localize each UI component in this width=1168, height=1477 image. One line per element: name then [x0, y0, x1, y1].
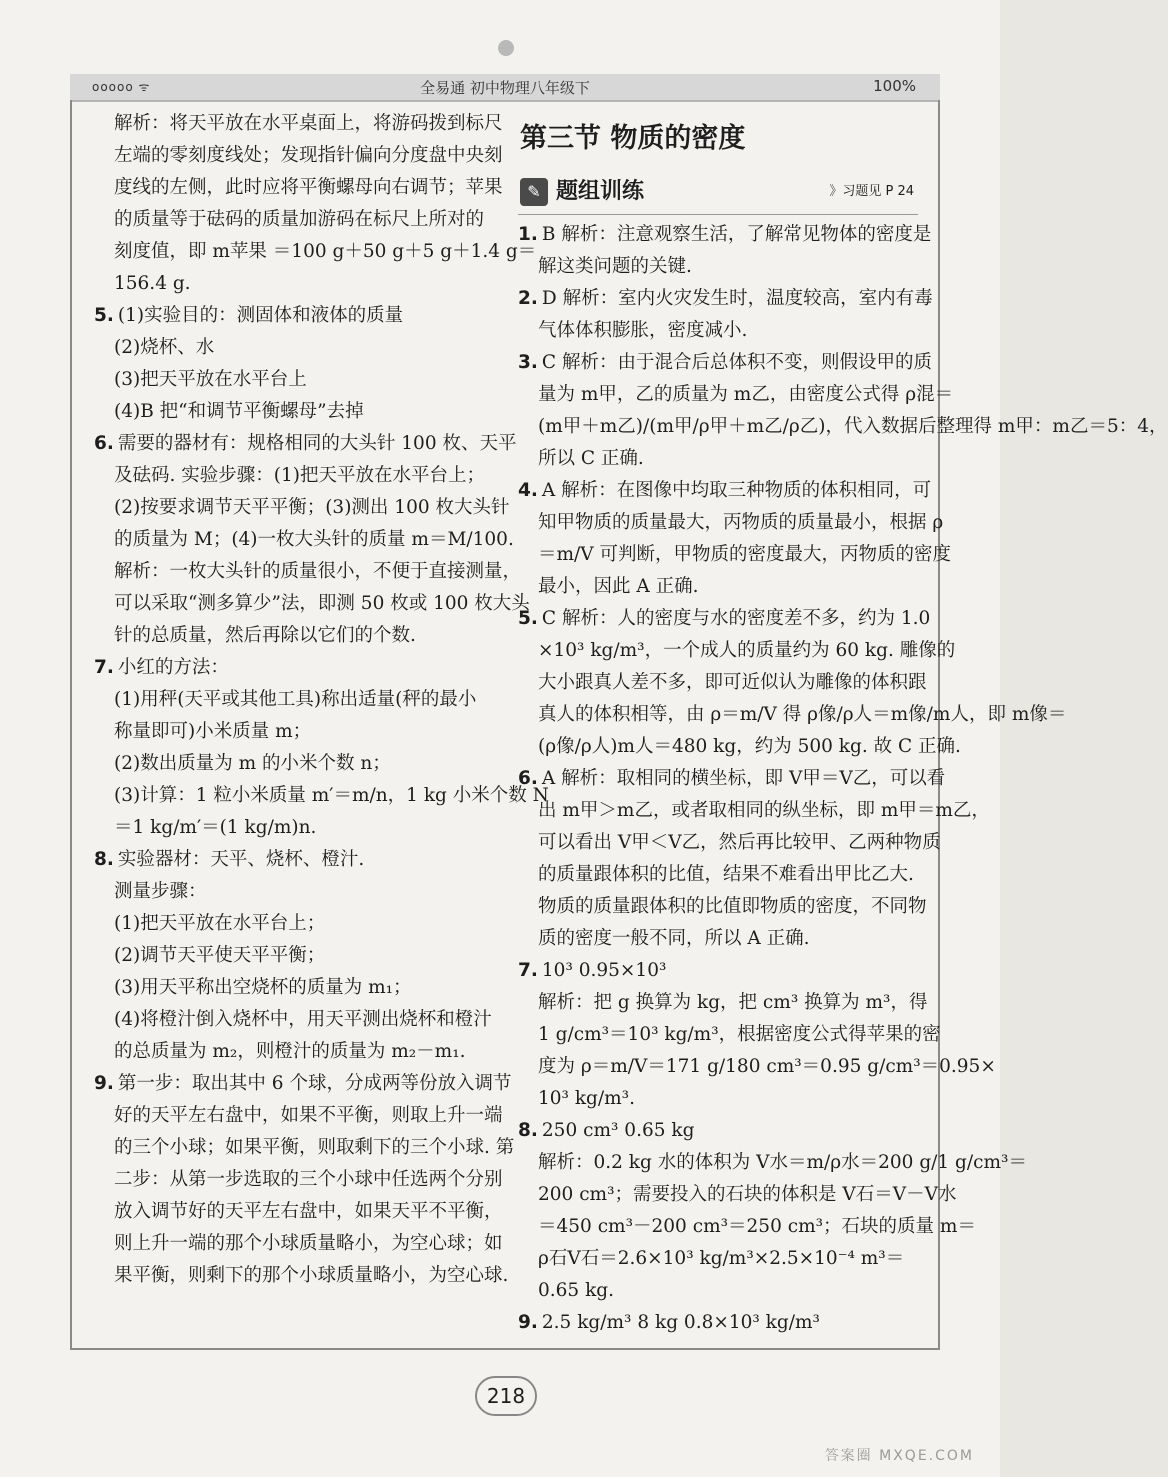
line-text: 最小，因此 A 正确.	[538, 576, 699, 597]
question-number: 7.	[518, 960, 538, 981]
line-text: 需要的器材有：规格相同的大头针 100 枚、天平	[117, 433, 517, 454]
line-text: ＝m/V 可判断，甲物质的密度最大，丙物质的密度	[538, 544, 952, 565]
line-text: 度为 ρ＝m/V＝171 g/180 cm³＝0.95 g/cm³＝0.95×	[538, 1056, 996, 1077]
question-number: 6.	[94, 433, 114, 454]
line-text: (2)烧杯、水	[114, 337, 215, 358]
text-line	[94, 1004, 494, 1036]
line-text: 2.5 kg/m³ 8 kg 0.8×10³ kg/m³	[541, 1312, 820, 1333]
line-text: (3)计算：1 粒小米质量 m′＝m/n，1 kg 小米个数 N	[114, 785, 549, 806]
text-line	[94, 748, 494, 780]
question-number: 8.	[518, 1120, 538, 1141]
text-line	[518, 923, 918, 955]
line-text: 1 g/cm³＝10³ kg/m³，根据密度公式得苹果的密	[538, 1024, 941, 1045]
line-text: (2)按要求调节天平平衡；(3)测出 100 枚大头针	[114, 497, 510, 518]
text-line	[518, 1051, 996, 1083]
text-line	[94, 812, 494, 844]
text-line	[518, 955, 918, 987]
text-line	[94, 172, 503, 204]
line-text: 二步：从第一步选取的三个小球中任选两个分别	[114, 1169, 503, 1190]
question-number: 2.	[518, 288, 538, 309]
line-text: 的三个小球；如果平衡，则取剩下的三个小球. 第	[114, 1137, 515, 1158]
line-text: 10³ kg/m³.	[538, 1088, 635, 1109]
line-text: 质的密度一般不同，所以 A 正确.	[538, 928, 810, 949]
text-line	[94, 140, 503, 172]
line-text: 的质量等于砝码的质量加游码在标尺上所对的	[114, 209, 485, 230]
line-text: (ρ像/ρ人)m人＝480 kg，约为 500 kg. 故 C 正确.	[538, 736, 961, 757]
question-number: 1.	[518, 224, 538, 245]
question-number: 5.	[94, 305, 114, 326]
training-header	[518, 174, 918, 215]
line-text: (2)调节天平使天平平衡；	[114, 945, 326, 966]
answer-list	[518, 219, 1168, 1339]
line-text: 解析：一枚大头针的质量很小，不便于直接测量，	[114, 561, 522, 582]
line-text: 实验器材：天平、烧杯、橙汁.	[117, 849, 365, 870]
line-text: (1)把天平放在水平台上；	[114, 913, 326, 934]
text-line	[518, 1211, 976, 1243]
text-line	[94, 300, 494, 332]
line-text: (4)将橙汁倒入烧杯中，用天平测出烧杯和橙汁	[114, 1009, 492, 1030]
text-line	[518, 251, 918, 283]
line-text: 好的天平左右盘中，如果不平衡，则取上升一端	[114, 1105, 503, 1126]
line-text: 小红的方法：	[117, 657, 229, 678]
text-line	[94, 940, 494, 972]
text-line	[94, 428, 517, 460]
text-line	[518, 507, 944, 539]
text-line	[94, 972, 494, 1004]
line-text: 及砝码. 实验步骤：(1)把天平放在水平台上；	[114, 465, 485, 486]
line-text: 可以采取“测多算少”法，即测 50 枚或 100 枚大头	[114, 593, 530, 614]
text-line	[94, 1132, 515, 1164]
line-text: B 解析：注意观察生活，了解常见物体的密度是	[541, 224, 932, 245]
line-text: ＝450 cm³－200 cm³＝250 cm³；石块的质量 m＝	[538, 1216, 976, 1237]
line-text: (m甲＋m乙)/(m甲/ρ甲＋m乙/ρ乙)，代入数据后整理得 m甲：m乙＝5：4，	[538, 416, 1168, 437]
question-number: 5.	[518, 608, 538, 629]
section-title: 第三节 物质的密度	[520, 123, 746, 154]
text-line	[518, 1019, 941, 1051]
line-text: (1)用秤(天平或其他工具)称出适量(秤的最小	[114, 689, 477, 710]
left-column	[94, 108, 549, 1292]
line-text: 10³ 0.95×10³	[541, 960, 667, 981]
line-text: D 解析：室内火灾发生时，温度较高，室内有毒	[541, 288, 933, 309]
text-line	[518, 699, 1067, 731]
text-line	[94, 1260, 509, 1292]
line-text: 量为 m甲，乙的质量为 m乙，由密度公式得 ρ混＝	[538, 384, 954, 405]
text-line	[518, 1307, 918, 1339]
header-bar	[70, 74, 940, 102]
text-line	[94, 332, 494, 364]
text-line	[518, 603, 931, 635]
question-number: 7.	[94, 657, 114, 678]
line-text: 的质量为 M；(4)一枚大头针的质量 m＝M/100.	[114, 529, 514, 550]
signal-icon: ooooo ᯤ	[92, 80, 151, 94]
question-number: 4.	[518, 480, 538, 501]
text-line	[94, 108, 503, 140]
line-text: 解析：将天平放在水平桌面上，将游码拨到标尺	[114, 113, 503, 134]
line-text: 出 m甲＞m乙，或者取相同的纵坐标，即 m甲＝m乙，	[538, 800, 990, 821]
question-number: 9.	[518, 1312, 538, 1333]
text-line	[518, 283, 933, 315]
text-line	[518, 859, 918, 891]
pencil-icon: ✎	[520, 178, 548, 206]
text-line	[94, 364, 494, 396]
line-text: 0.65 kg.	[538, 1280, 615, 1301]
exercise-reference: 》习题见 P 24	[829, 184, 914, 199]
text-line	[518, 571, 918, 603]
text-line	[94, 236, 537, 268]
line-text: 大小跟真人差不多，即可近似认为雕像的体积跟	[538, 672, 927, 693]
line-text: 可以看出 V甲＜V乙，然后再比较甲、乙两种物质	[538, 832, 941, 853]
question-number: 8.	[94, 849, 114, 870]
line-text: 解这类问题的关键.	[538, 256, 692, 277]
line-text: (4)B 把“和调节平衡螺母”去掉	[114, 401, 364, 422]
battery-indicator: 100%	[873, 77, 916, 95]
line-text: (1)实验目的：测固体和液体的质量	[117, 305, 404, 326]
text-line	[518, 763, 946, 795]
text-line	[94, 652, 494, 684]
text-line	[94, 1196, 503, 1228]
text-line	[94, 492, 510, 524]
text-line	[518, 1243, 918, 1275]
line-text: 250 cm³ 0.65 kg	[541, 1120, 695, 1141]
line-text: 200 cm³；需要投入的石块的体积是 V石＝V－V水	[538, 1184, 957, 1205]
page-number: 218	[475, 1376, 537, 1416]
line-text: ×10³ kg/m³，一个成人的质量约为 60 kg. 雕像的	[538, 640, 956, 661]
right-column	[518, 118, 1168, 1339]
text-line	[94, 524, 514, 556]
line-text: 的总质量为 m₂，则橙汁的质量为 m₂－m₁.	[114, 1041, 466, 1062]
question-number: 9.	[94, 1073, 114, 1094]
text-line	[518, 1115, 918, 1147]
line-text: 156.4 g.	[114, 273, 191, 294]
text-line	[518, 1083, 918, 1115]
text-line	[94, 780, 549, 812]
text-line	[518, 1179, 957, 1211]
text-line	[518, 443, 918, 475]
text-line	[518, 475, 932, 507]
line-text: 测量步骤：	[114, 881, 207, 902]
text-line	[518, 219, 932, 251]
line-text: 刻度值，即 m苹果 ＝100 g＋50 g＋5 g＋1.4 g＝	[114, 241, 537, 262]
line-text: ＝1 kg/m′＝(1 kg/m)n.	[114, 817, 317, 838]
line-text: 知甲物质的质量最大，丙物质的质量最小，根据 ρ	[538, 512, 944, 533]
line-text: A 解析：在图像中均取三种物质的体积相同，可	[541, 480, 932, 501]
text-line	[94, 876, 494, 908]
line-text: C 解析：人的密度与水的密度差不多，约为 1.0	[541, 608, 931, 629]
line-text: ρ石V石＝2.6×10³ kg/m³×2.5×10⁻⁴ m³＝	[538, 1248, 905, 1269]
text-line	[94, 396, 494, 428]
text-line	[518, 987, 928, 1019]
text-line	[518, 1147, 1027, 1179]
text-line	[518, 795, 990, 827]
line-text: 针的总质量，然后再除以它们的个数.	[114, 625, 416, 646]
text-line	[94, 204, 494, 236]
line-text: 称量即可)小米质量 m；	[114, 721, 312, 742]
text-line	[94, 908, 494, 940]
text-line	[94, 620, 494, 652]
text-line	[518, 1275, 918, 1307]
line-text: 度线的左侧，此时应将平衡螺母向右调节；苹果	[114, 177, 503, 198]
text-line	[518, 891, 927, 923]
line-text: 所以 C 正确.	[538, 448, 644, 469]
binder-hole	[498, 40, 514, 56]
text-line	[94, 1100, 503, 1132]
text-line	[94, 716, 494, 748]
line-text: (2)数出质量为 m 的小米个数 n；	[114, 753, 391, 774]
line-text: 的质量跟体积的比值，结果不难看出甲比乙大.	[538, 864, 914, 885]
line-text: 解析：0.2 kg 水的体积为 V水＝m/ρ水＝200 g/1 g/cm³＝	[538, 1152, 1027, 1173]
line-text: 气体体积膨胀，密度减小.	[538, 320, 748, 341]
line-text: C 解析：由于混合后总体积不变，则假设甲的质	[541, 352, 932, 373]
line-text: 则上升一端的那个小球质量略小，为空心球；如	[114, 1233, 503, 1254]
training-title: 题组训练	[556, 179, 645, 204]
text-line	[518, 635, 956, 667]
line-text: 真人的体积相等，由 ρ＝m/V 得 ρ像/ρ人＝m像/m人，即 m像＝	[538, 704, 1067, 725]
line-text: (3)把天平放在水平台上	[114, 369, 307, 390]
line-text: A 解析：取相同的横坐标，即 V甲＝V乙，可以看	[541, 768, 946, 789]
line-text: 解析：把 g 换算为 kg，把 cm³ 换算为 m³，得	[538, 992, 928, 1013]
text-line	[518, 731, 961, 763]
line-text: 第一步：取出其中 6 个球，分成两等份放入调节	[117, 1073, 512, 1094]
text-line	[518, 827, 941, 859]
question-number: 6.	[518, 768, 538, 789]
line-text: 果平衡，则剩下的那个小球质量略小，为空心球.	[114, 1265, 509, 1286]
text-line	[94, 556, 522, 588]
line-text: 物质的质量跟体积的比值即物质的密度，不同物	[538, 896, 927, 917]
text-line	[94, 844, 494, 876]
text-line	[94, 1036, 494, 1068]
line-text: 放入调节好的天平左右盘中，如果天平不平衡，	[114, 1201, 503, 1222]
text-line	[518, 411, 1168, 443]
text-line	[518, 315, 918, 347]
text-line	[518, 667, 927, 699]
text-line	[518, 539, 952, 571]
line-text: 左端的零刻度线处；发现指针偏向分度盘中央刻	[114, 145, 503, 166]
text-line	[518, 347, 932, 379]
text-line	[94, 684, 494, 716]
line-text: (3)用天平称出空烧杯的质量为 m₁；	[114, 977, 412, 998]
text-line	[94, 460, 494, 492]
text-line	[94, 1164, 503, 1196]
book-title: 全易通 初中物理八年级下	[420, 79, 590, 97]
watermark: 答案圈 MXQE.COM	[824, 1448, 974, 1464]
question-number: 3.	[518, 352, 538, 373]
text-line	[518, 379, 954, 411]
text-line	[94, 268, 494, 300]
text-line	[94, 1068, 512, 1100]
text-line	[94, 1228, 503, 1260]
text-line	[94, 588, 530, 620]
